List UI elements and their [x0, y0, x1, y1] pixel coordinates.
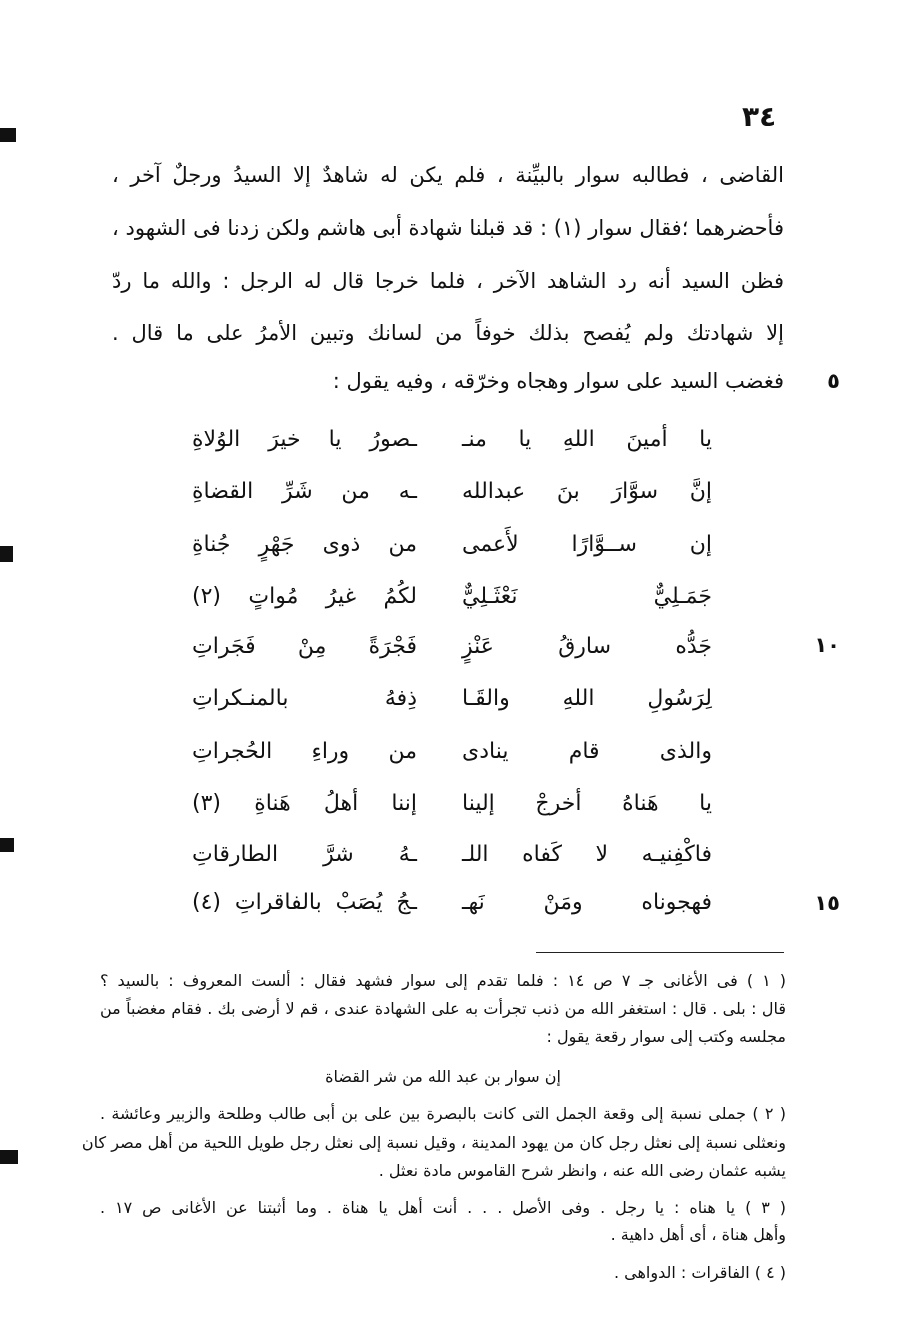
footnote-verse: إن سوار بن عبد الله من شر القضاة — [325, 1067, 561, 1086]
verse-first-hemistich: إنَّ سوَّارَ بنَ عبدالله — [462, 479, 712, 504]
footnote-line: قال : بلى . قال : استغفر الله من ذنب تجرأت به على الشهادة عندى ، قم لا أرضى بك . فقام مغضباً من — [100, 999, 786, 1018]
scan-margin-mark — [0, 128, 16, 142]
line-number-15: ١٥ — [814, 891, 840, 915]
footnote-line: ( ١ ) فى الأغانى جـ ٧ ص ١٤ : فلما تقدم إلى سوار فشهد فقال : ألست المعروف : بالسيد ؟ — [100, 971, 787, 990]
line-number-5: ٥ — [827, 369, 840, 393]
page-number: ٣٤ — [742, 100, 777, 133]
footnote-line: يشبه عثمان رضى الله عنه ، وانظر شرح القاموس مادة نعثل . — [378, 1161, 786, 1180]
prose-line: فظن السيد أنه رد الشاهد الآخر ، فلما خرجا قال له الرجل : والله ما ردّ — [112, 269, 784, 293]
verse-second-hemistich: ـه من شَرِّ القضاةِ — [192, 479, 417, 504]
verse-second-hemistich: فَجْرَةً مِنْ فَجَراتِ — [192, 634, 417, 659]
verse-line — [192, 423, 712, 457]
verse-second-hemistich: من وراءِ الحُجراتِ — [192, 739, 417, 764]
verse-first-hemistich: جَدُّه سارقُ عَنْزٍ — [462, 634, 712, 659]
prose-line: فغضب السيد على سوار وهجاه وخرّقه ، وفيه يقول : — [332, 369, 784, 393]
footnote-line: ( ٤ ) الفاقرات : الدواهى . — [613, 1263, 786, 1282]
verse-second-hemistich: ذِفهُ بالمنـكراتِ — [192, 686, 417, 711]
prose-line: فأحضرهما ؛فقال سوار (١) : قد قبلنا شهادة أبى هاشم ولكن زدنا فى الشهود ، — [112, 216, 784, 240]
verse-second-hemistich: لكُمُ غيرُ مُواتٍ (٢) — [192, 584, 417, 609]
scan-margin-mark — [0, 1150, 18, 1164]
verse-line — [192, 735, 712, 769]
footnote-line: وأهل هناة ، أى أهل داهية . — [610, 1225, 786, 1244]
verse-first-hemistich: إن ســوَّارًا لأَعمى — [462, 532, 712, 557]
scan-margin-mark — [0, 546, 13, 562]
verse-first-hemistich: فاكْفِنيـه لا كَفاه اللـ — [462, 842, 712, 867]
verse-first-hemistich: والذى قام ينادى — [462, 739, 712, 764]
verse-line — [192, 682, 712, 716]
verse-first-hemistich: فهجوناه ومَنْ نَهـ — [462, 890, 712, 915]
prose-line: القاضى ، فطالبه سوار بالبيِّنة ، فلم يكن له شاهدٌ إلا السيدُ ورجلٌ آخر ، — [112, 163, 784, 187]
footnote-line: مجلسه وكتب إلى سوار رقعة يقول : — [546, 1027, 786, 1046]
line-number-10: ١٠ — [814, 633, 840, 657]
verse-first-hemistich: يا أمينَ اللهِ يا منـ — [462, 427, 712, 452]
verse-second-hemistich: ـجُ يُصَبْ بالفاقراتِ (٤) — [192, 890, 417, 915]
verse-line — [192, 475, 712, 509]
footnote-line: ( ٣ ) يا هناه : يا رجل . وفى الأصل . . . أنت أهل يا هناة . وما أثبتنا عن الأغانى ص ١٧ . — [100, 1198, 787, 1217]
verse-second-hemistich: إننا أهلُ هَناةِ (٣) — [192, 791, 417, 816]
verse-first-hemistich: لِرَسُولِ اللهِ والقَـا — [462, 686, 712, 711]
verse-second-hemistich: من ذوى جَهْرٍ جُناةِ — [192, 532, 417, 557]
verse-second-hemistich: ـصورُ يا خيرَ الوُلاةِ — [192, 427, 417, 452]
verse-line — [192, 787, 712, 821]
prose-line: إلا شهادتك ولم يُفصح بذلك خوفاً من لسانك وتبين الأمرُ على ما قال . — [112, 321, 784, 345]
verse-line — [192, 630, 712, 664]
verse-first-hemistich: يا هَناهُ أخرجْ إلينا — [462, 791, 712, 816]
verse-line — [192, 838, 712, 872]
footnote-line: ونعثلى نسبة إلى نعثل رجل كان من يهود المدينة ، وقيل نسبة إلى نعثل رجل طويل اللحية من أهل مصر كان — [81, 1133, 786, 1152]
verse-second-hemistich: ـهُ شرَّ الطارقاتِ — [192, 842, 417, 867]
scan-margin-mark — [0, 838, 14, 852]
verse-line — [192, 580, 712, 614]
verse-line — [192, 528, 712, 562]
verse-line — [192, 886, 712, 920]
footnote-separator — [536, 952, 784, 953]
footnote-line: ( ٢ ) جملى نسبة إلى وقعة الجمل التى كانت بالبصرة بين على بن أبى طالب وطلحة والزبير وعائشة . — [100, 1104, 787, 1123]
verse-first-hemistich: جَمَـلِيٌّ نَعْثَـلِيٌّ — [462, 584, 712, 609]
